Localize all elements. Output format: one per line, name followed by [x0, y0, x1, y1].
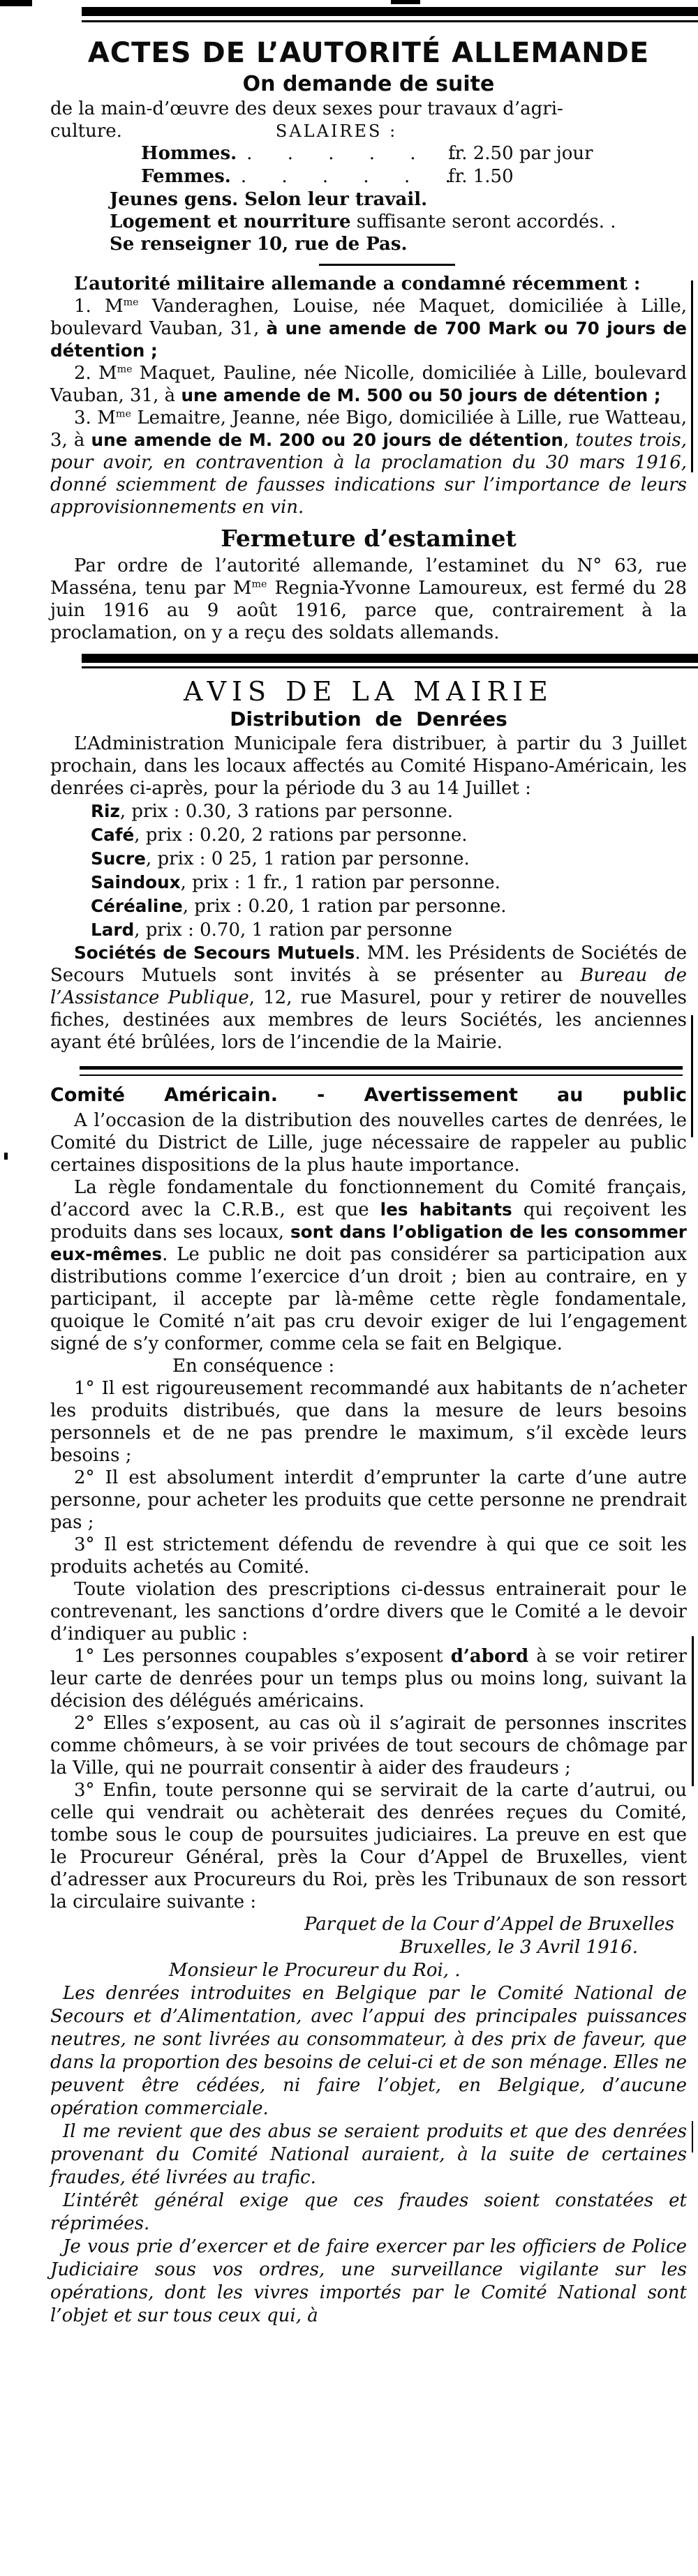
paragraph-condamnations-intro	[50, 273, 687, 295]
letter-paragraph-2	[50, 2120, 687, 2189]
paragraph-occasion-cartes	[50, 1109, 687, 1176]
article-column	[50, 0, 687, 2328]
text-run: Sucre	[91, 848, 146, 869]
rule-bar-thick	[82, 7, 698, 16]
text-run: Je vous prie d’exercer et de faire exercer par les officiers de Police Judiciaire sous vos ordres, une surveillance vigilante sur les opérations, dont les vivres importés par le Comité National sont l’objet et sur tous ceux qui, à	[50, 2236, 687, 2326]
text-run: sont dans l’obligation de les consommer eux-mêmes	[50, 1222, 687, 1264]
separator-short	[319, 264, 455, 266]
text-run: Céréaline	[91, 896, 183, 916]
text-run: une amende de M. 200 ou 20 jours de détention	[91, 430, 563, 450]
text-run: qui reçoivent les produits dans ses locaux,	[50, 1199, 687, 1243]
column-rule-fragment	[691, 280, 693, 472]
rule-bar-thick	[82, 654, 698, 663]
text-run: Bureau de l’Assistance Publique	[50, 965, 687, 1008]
text-run: une amende de M. 500 ou 50 jours de détention ;	[181, 385, 661, 405]
paragraph-main-doeuvre	[50, 98, 687, 120]
text-run: 3° Enfin, toute personne qui se servirait de la carte d’autrui, ou celle qui vendrait ou achèterait des denrées reçues du Comité, tombe sous le coup de poursuites judiciaires. La preuve en est que le Procureur Général, près la Cour d’Appel de Bruxelles, vient d’adresser aux Procureurs du Roi, près les Tribunaux de son ressort la circulaire suivante :	[50, 1780, 687, 1912]
text-run: 2. M	[74, 363, 117, 384]
ration-saindoux	[50, 871, 687, 894]
text-run: 1° Il est rigoureusement recommandé aux habitants de n’acheter les produits distribués, que dans la mesure de leurs besoins personnels et de ne pas prendre le maximum, s’il excède leurs besoins ;	[50, 1378, 687, 1466]
sanction-1-carte-retiree	[50, 1645, 687, 1712]
text-run: à se voir retirer leur carte de denrées pour un temps plus ou moins long, suivant la décision des délégués américains.	[50, 1646, 687, 1712]
rule-bar-thick	[80, 1066, 683, 1070]
heading-avis-de-la-mairie: AVIS DE LA MAIRIE	[184, 676, 554, 707]
text-run: 1° Les personnes coupables s’exposent	[74, 1646, 451, 1667]
salary-row-femmes	[50, 165, 687, 188]
text-run: toutes trois, pour avoir, en contravention à la proclamation du 30 mars 1916, donné sciemment de fausses indications sur l’importance de leurs approvisionnements en vin.	[50, 430, 687, 518]
text-run: Parquet de la Cour d’Appel de Bruxelles	[304, 1914, 674, 1935]
text-run: Bruxelles, le 3 Avril 1916.	[399, 1937, 638, 1958]
paragraph-regle-fondamentale	[50, 1176, 687, 1355]
letter-heading-parquet	[50, 1913, 687, 1936]
text-run: Il me revient que des abus se seraient produits et que des denrées provenant du Comité National auraient, à la suite de certaines fraudes, été livrées au trafic.	[50, 2121, 687, 2188]
text-run: , prix : 0.20, 2 rations par personne.	[134, 825, 468, 846]
condamnation-2-maquet	[50, 362, 687, 407]
text-run: L’autorité militaire allemande a condamné récemment :	[74, 274, 641, 294]
text-run: Lard	[91, 920, 135, 940]
text-run: Monsieur le Procureur du Roi, .	[169, 1960, 461, 1981]
text-run: Se renseigner 10, rue de Pas.	[110, 234, 408, 255]
salary-row-hommes	[50, 142, 687, 165]
text-run: En conséquence :	[172, 1356, 335, 1377]
text-run: La règle fondamentale du fonctionnement du Comité français, d’accord avec la C.R.B., est que	[50, 1177, 687, 1220]
heading-fermeture-estaminet: Fermeture d’estaminet	[221, 525, 517, 552]
text-run: Par ordre de l’autorité allemande, l’estaminet du N° 63, rue Masséna, tenu par M	[50, 555, 687, 599]
text-run: . MM. les Présidents de Sociétés de Secours Mutuels sont invités à se présenter au	[50, 943, 687, 986]
salary-label: Femmes.	[141, 166, 231, 187]
text-run: Les denrées introduites en Belgique par le Comité National de Secours et d’Alimentation, avec l’appui des principales puissances neutres, ne sont livrées au consommateur, à des prix de faveur, que dans la proportion des besoins de celui-ci et de son ménage. Elles ne peuvent être cédées, ni faire l’objet, en Belgique, d’aucune opération commerciale.	[50, 1983, 687, 2119]
text-run: me	[115, 408, 131, 420]
subhead-on-demande-de-suite: On demande de suite	[242, 72, 495, 96]
subhead-distribution-denrees: Distribution de Denrées	[230, 707, 507, 731]
text-run: , 12, rue Masurel, pour y retirer de nouvelles fiches, destinées aux membres de leurs Sociétés, les anciennes ayant été brûlées, lors de l’incendie de la Mairie.	[50, 987, 687, 1053]
paragraph-fermeture-estaminet	[50, 555, 687, 644]
letter-salutation	[50, 1959, 687, 1982]
text-run: les habitants	[380, 1199, 512, 1220]
ration-sucre	[50, 847, 687, 871]
text-run: ,	[563, 430, 576, 451]
text-run: Toute violation des prescriptions ci-dessus entrainerait pour le contrevenant, les sanctions d’ordre divers que le Comité a le devoir d’indiquer au public :	[50, 1579, 687, 1645]
text-run: Riz	[91, 801, 120, 821]
ration-cafe	[50, 823, 687, 847]
masthead-rule	[82, 7, 698, 22]
text-run: d’abord	[450, 1646, 529, 1667]
salaires-label: SALAIRES :	[275, 121, 398, 141]
section-divider-heavy	[82, 654, 698, 668]
consigne-3-defendu	[50, 1534, 687, 1578]
headline-actes-autorite-allemande: ACTES DE L’AUTORITÉ ALLEMANDE	[87, 37, 650, 69]
text-run: . Le public ne doit pas considérer sa participation aux distributions comme l’exercice d’un droit ; bien au contraire, en y participant, il accepte par là-même cette règle fondamentale, quoique le Comité n’ait pas cru devoir exiger de lui l’engagement signé de s’y conformer, comme cela se fait en Belgique.	[50, 1244, 687, 1354]
rule-bar-thin	[82, 666, 698, 668]
text-run: 3° Il est strictement défendu de revendre à qui que ce soit les produits achetés au Comité.	[50, 1534, 687, 1578]
text-run: me	[251, 578, 267, 590]
text-run: Café	[91, 825, 135, 845]
text-run: Lemaitre, Jeanne, née Bigo, domiciliée à Lille, rue Watteau, 3, à	[50, 407, 687, 451]
paragraph-distribution-intro	[50, 733, 687, 800]
rule-bar-thin	[80, 1074, 683, 1076]
text-run: , prix : 1 fr., 1 ration par personne.	[180, 872, 500, 893]
text-run: , prix : 0.20, 1 ration par personne.	[182, 896, 507, 917]
line-se-renseigner	[50, 233, 687, 255]
text-run: L’Administration Municipale fera distribuer, à partir du 3 Juillet prochain, dans les locaux affectés au Comité Hispano-Américain, les denrées ci-après, pour la période du 3 au 14 Juillet :	[50, 733, 687, 799]
text-run: L’intérêt général exige que ces fraudes soient constatées et réprimées.	[50, 2190, 687, 2234]
paragraph-toute-violation	[50, 1578, 687, 1645]
text-run: de la main-d’œuvre des deux sexes pour travaux d’agri-	[50, 98, 563, 119]
text-run: me	[117, 364, 133, 375]
consigne-1-recommande	[50, 1377, 687, 1467]
scan-speck-top-left	[0, 0, 32, 6]
text-run: , prix : 0.30, 3 rations par personne.	[119, 801, 454, 822]
text-run: , prix : 0.70, 1 ration par personne	[134, 920, 452, 941]
salary-label: Hommes.	[141, 143, 237, 164]
sanction-2-secours-chomage	[50, 1712, 687, 1779]
text-run: Jeunes gens. Selon leur travail.	[110, 189, 428, 210]
line-logement-nourriture	[50, 211, 687, 233]
text-run: 3. M	[74, 407, 116, 428]
line-en-consequence	[50, 1355, 687, 1377]
column-rule-fragment	[692, 1636, 694, 1786]
letter-paragraph-3	[50, 2189, 687, 2236]
ration-riz	[50, 800, 687, 823]
salary-row-jeunes-gens	[50, 188, 687, 211]
column-rule-fragment	[692, 2121, 693, 2152]
text-run: me	[123, 297, 139, 308]
ration-cerealine	[50, 894, 687, 918]
text-run: 2° Il est absolument interdit d’emprunter la carte d’une autre personne, pour acheter les produits que cette personne ne prendrait pas ;	[50, 1467, 687, 1533]
text-run: suffisante seront accordés. .	[350, 211, 616, 232]
text-run: 1. M	[74, 296, 124, 317]
text-run: Saindoux	[91, 872, 181, 892]
salary-value: fr. 2.50 par jour	[448, 143, 593, 164]
text-run: Maquet, Pauline, née Nicolle, domiciliée à Lille, boulevard Vauban, 31, à	[50, 363, 687, 406]
column-rule-fragment	[691, 1015, 693, 1137]
heading-comite-americain: Comité Américain. - Avertissement au public	[50, 1084, 687, 1106]
text-run: culture.	[50, 121, 122, 142]
ration-lard	[50, 918, 687, 942]
condamnation-1-vanderaghen	[50, 295, 687, 362]
text-run: , prix : 0 25, 1 ration par personne.	[145, 848, 470, 869]
dot-leader: . . . . . .	[240, 166, 451, 187]
rule-bar-thin	[82, 20, 698, 22]
letter-paragraph-4	[50, 2236, 687, 2328]
text-run: Logement et nourriture	[110, 211, 351, 232]
paragraph-societes-secours-mutuels	[50, 942, 687, 1054]
salary-value: fr. 1.50	[448, 166, 514, 187]
text-run: Vanderaghen, Louise, née Maquet, domiciliée à Lille, boulevard Vauban, 31,	[50, 296, 687, 339]
text-run: A l’occasion de la distribution des nouvelles cartes de denrées, le Comité du District de Lille, juge nécessaire de rappeler au public certaines dispositions de la plus haute importance.	[50, 1110, 687, 1176]
letter-dateline	[50, 1936, 687, 1959]
section-divider-double	[80, 1066, 683, 1076]
text-run: 2° Elles s’exposent, au cas où il s’agirait de personnes inscrites comme chômeurs, à se voir privées de tout secours de chômage par la Ville, qui ne pourrait consentir à aider des fraudeurs ;	[50, 1713, 687, 1779]
letter-paragraph-1	[50, 1982, 687, 2120]
text-run: à une amende de 700 Mark ou 70 jours de détention ;	[50, 318, 687, 361]
scan-speck-top	[391, 0, 420, 4]
line-culture-salaires	[50, 120, 687, 142]
dot-leader: . . . . . .	[246, 143, 457, 164]
sanction-3-poursuites	[50, 1779, 687, 1913]
condamnation-3-lemaitre	[50, 407, 687, 518]
text-run: Sociétés de Secours Mutuels	[74, 943, 355, 963]
scan-speck-left	[4, 1153, 8, 1160]
consigne-2-interdit	[50, 1467, 687, 1534]
text-run: Regnia-Yvonne Lamoureux, est fermé du 28 juin 1916 au 9 août 1916, parce que, contrairement à la proclamation, on y a reçu des soldats allemands.	[50, 578, 687, 643]
